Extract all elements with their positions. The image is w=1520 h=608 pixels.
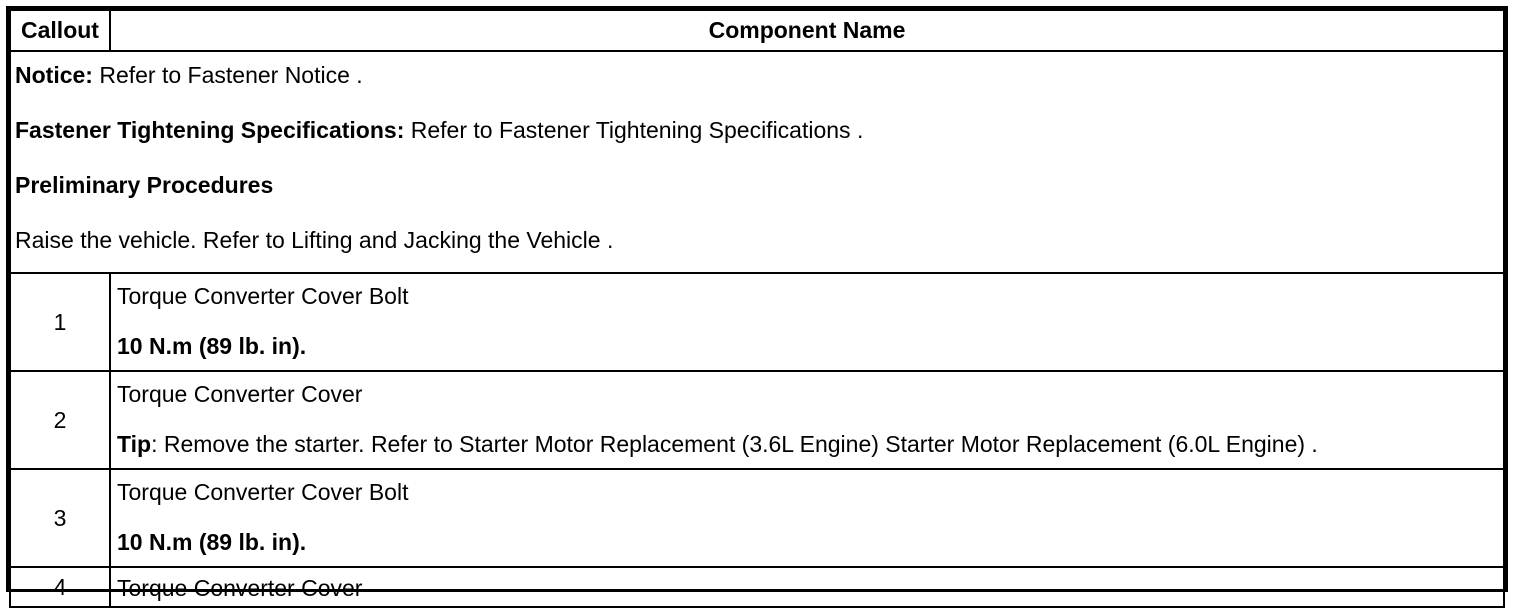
table-row [10,567,1504,607]
component-name: Torque Converter Cover Bolt [117,479,409,505]
raise-vehicle-text: Raise the vehicle. Refer to Lifting and Jacking the Vehicle . [15,227,614,253]
fastener-spec-text: Refer to Fastener Tightening Specifications . [404,117,864,143]
component-cell [110,273,1504,371]
table-row [10,469,1504,567]
notes-row [10,51,1504,273]
notice-label: Notice: [15,62,93,88]
component-name: Torque Converter Cover [117,381,363,407]
fastener-spec-label: Fastener Tightening Specifications: [15,117,405,143]
component-table [9,9,1505,608]
component-cell [110,567,1504,607]
component-table-frame [6,6,1508,601]
component-cell [110,371,1504,469]
header-callout: Callout [10,10,110,51]
table-row [10,371,1504,469]
raise-vehicle-line [15,217,1503,272]
preliminary-procedures-line [15,162,1503,217]
callout-cell: 3 [10,469,110,567]
component-name: Torque Converter Cover [117,575,363,601]
header-component-name: Component Name [110,10,1504,51]
component-name: Torque Converter Cover Bolt [117,283,409,309]
tip-line [117,424,1503,468]
component-cell [110,469,1504,567]
preliminary-procedures-label: Preliminary Procedures [15,172,274,198]
notice-text: Refer to Fastener Notice . [92,62,363,88]
fastener-spec-line [15,107,1503,162]
callout-cell: 1 [10,273,110,371]
torque-spec: 10 N.m (89 lb. in). [117,529,307,555]
tip-label: Tip [117,431,152,457]
callout-cell: 4 [10,567,110,607]
notes-cell [10,51,1504,273]
header-row [10,10,1504,51]
tip-text: : Remove the starter. Refer to Starter Motor Replacement (3.6L Engine) Starter Motor Replacement (6.0L Engine) . [151,431,1318,457]
callout-cell: 2 [10,371,110,469]
table-row [10,273,1504,371]
torque-spec: 10 N.m (89 lb. in). [117,333,307,359]
notice-line [15,52,1503,107]
